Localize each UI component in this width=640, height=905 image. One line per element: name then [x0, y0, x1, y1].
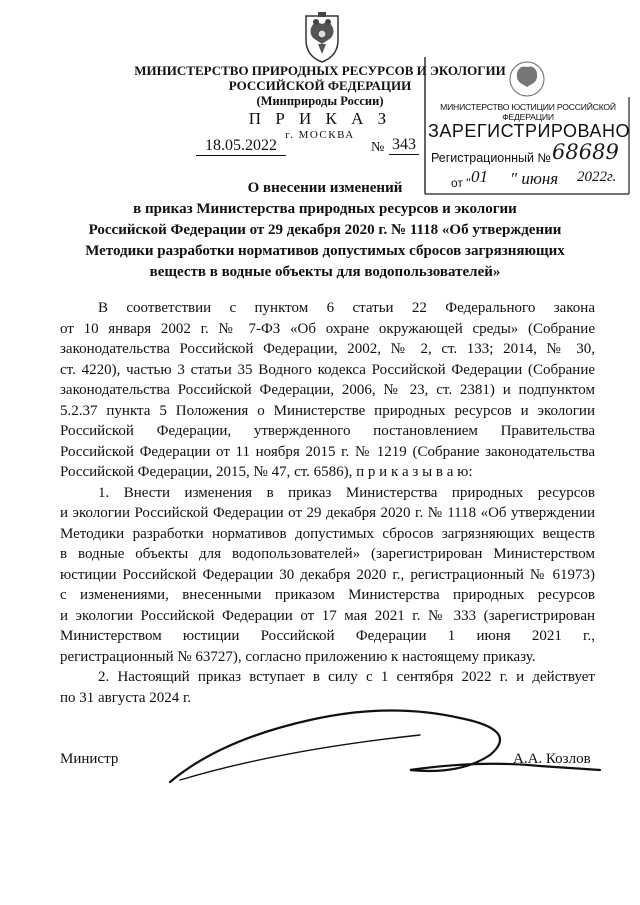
- ministry-name-line2: РОССИЙСКОЙ ФЕДЕРАЦИИ: [228, 78, 412, 93]
- title-line: Российской Федерации от 29 декабря 2020 г. № 1118 «Об утверждении: [88, 222, 562, 238]
- order-date: 18.05.2022: [196, 137, 286, 156]
- title-line: Методики разработки нормативов допустимых сбросов загрязняющих: [85, 243, 565, 259]
- body-line: в водные объекты для водопользователей» (зарегистрирован Министерством: [60, 546, 595, 562]
- handwritten-signature: [160, 700, 630, 790]
- ministry-name-line1: МИНИСТЕРСТВО ПРИРОДНЫХ РЕСУРСОВ И ЭКОЛОГИИ: [134, 63, 506, 78]
- order-body: [60, 298, 595, 708]
- body-line: 5.2.37 пункта 5 Положения о Министерстве природных ресурсов и экологии: [60, 402, 595, 419]
- body-line: от 10 января 2002 г. № 7-ФЗ «Об охране окружающей среды» (Собрание: [60, 320, 595, 337]
- order-number-sign: №: [371, 140, 385, 155]
- ministry-short-name: (Минприроды России): [256, 94, 384, 108]
- body-line: ст. 4220), частью 3 статьи 35 Водного кодекса Российской Федерации (Собрание: [60, 361, 595, 378]
- body-line: Российской Федерации, утвержденного постановлением Правительства: [60, 423, 595, 439]
- body-line: и экологии Российской Федерации от 29 декабря 2020 г. № 1118 «Об утверждении: [60, 505, 595, 521]
- signatory-position: Министр: [60, 751, 119, 767]
- title-line: О внесении изменений: [247, 180, 403, 196]
- body-line: с изменениями, внесенными приказом Министерства природных ресурсов: [60, 587, 595, 603]
- body-line: Методики разработки нормативов допустимых сбросов загрязняющих веществ: [60, 525, 595, 542]
- order-title: [60, 178, 590, 283]
- body-line: юстиции Российской Федерации 30 декабря 2020 г., регистрационный № 61973): [60, 566, 595, 583]
- document-type: П Р И К А З: [248, 109, 392, 128]
- body-line: 1. Внести изменения в приказ Министерства природных ресурсов: [98, 484, 595, 501]
- city: г. МОСКВА: [285, 129, 355, 141]
- stamp-reg-number: 68689: [552, 140, 619, 164]
- body-line: Министерством юстиции Российской Федерации 1 июня 2021 г.,: [60, 628, 595, 644]
- body-line: законодательства Российской Федерации, 2006, № 23, ст. 2381) и подпунктом: [60, 382, 595, 398]
- body-line: Российской Федерации, 2015, № 47, ст. 6586), п р и к а з ы в а ю:: [60, 464, 473, 480]
- stamp-day: 01: [471, 167, 488, 186]
- body-line: по 31 августа 2024 г.: [60, 689, 192, 706]
- stamp-authority: МИНИСТЕРСТВО ЮСТИЦИИ РОССИЙСКОЙ ФЕДЕРАЦИИ: [440, 102, 616, 122]
- coat-of-arms-emblem: [300, 10, 344, 64]
- body-line: и экологии Российской Федерации от 17 мая 2021 г. № 333 (зарегистрирован: [60, 607, 595, 624]
- body-line: В соответствии с пунктом 6 статьи 22 Федерального закона: [98, 300, 595, 316]
- stamp-from-label: от ": [451, 176, 471, 190]
- body-line: законодательства Российской Федерации, 2002, № 2, ст. 133; 2014, № 30,: [60, 341, 595, 357]
- stamp-status: ЗАРЕГИСТРИРОВАНО: [428, 121, 630, 141]
- signatory-name: А.А. Козлов: [513, 751, 591, 767]
- title-line: в приказ Министерства природных ресурсов и экологии: [133, 201, 517, 217]
- title-line: веществ в водные объекты для водопользователей»: [149, 264, 501, 280]
- stamp-year: 2022г.: [577, 169, 617, 185]
- body-line: Российской Федерации от 11 ноября 2015 г. № 1219 (Собрание законодательства: [60, 443, 595, 460]
- body-line: регистрационный № 63727), согласно приложению к настоящему приказу.: [60, 648, 536, 665]
- order-number: 343: [389, 136, 419, 155]
- stamp-reg-label: Регистрационный №: [431, 151, 551, 165]
- stamp-month: " июня: [510, 169, 559, 188]
- body-line: 2. Настоящий приказ вступает в силу с 1 сентября 2022 г. и действует: [98, 669, 595, 685]
